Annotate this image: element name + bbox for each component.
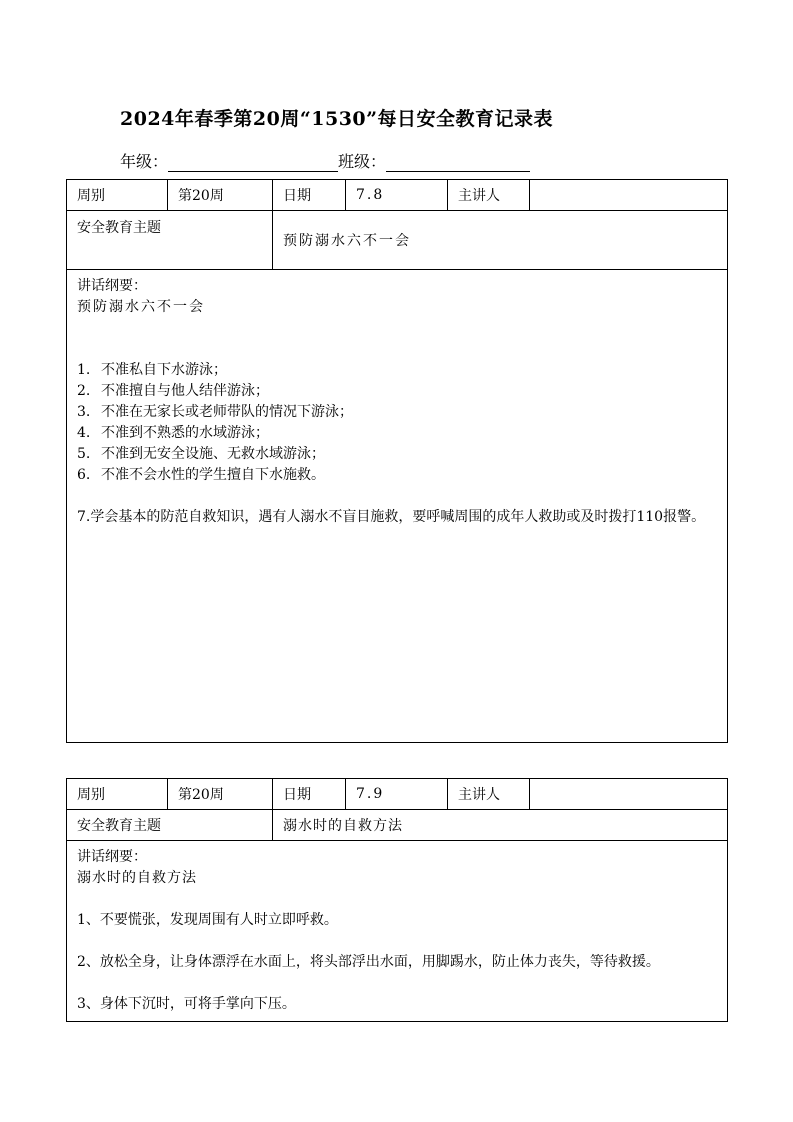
outline-subtitle: 溺水时的自救方法 (77, 870, 197, 886)
class-label: 班级： (338, 152, 387, 171)
topic-label: 安全教育主题 (67, 810, 273, 841)
topic-value: 溺水时的自救方法 (273, 810, 728, 841)
week-value: 第20周 (168, 779, 273, 810)
list-item: 2. 不准擅自与他人结伴游泳； (77, 383, 269, 399)
record-table-2 (66, 778, 728, 1022)
speaker-label: 主讲人 (448, 180, 530, 211)
topic-value: 预防溺水六不一会 (273, 211, 728, 270)
outline-cell (67, 841, 728, 1022)
speaker-value[interactable] (530, 180, 728, 211)
grade-class-line (120, 149, 530, 172)
paragraph: 3、身体下沉时，可将手掌向下压。 (77, 996, 296, 1012)
date-label: 日期 (273, 779, 346, 810)
list-item: 1. 不准私自下水游泳； (77, 362, 227, 378)
date-label: 日期 (273, 180, 346, 211)
outline-label: 讲话纲要： (77, 278, 147, 294)
class-field[interactable] (386, 153, 530, 172)
list-item: 3. 不准在无家长或老师带队的情况下游泳； (77, 404, 353, 420)
list-item: 4. 不准到不熟悉的水域游泳； (77, 425, 269, 441)
date-value: 7.9 (346, 779, 448, 810)
topic-label: 安全教育主题 (67, 211, 273, 270)
rules-list (77, 360, 717, 486)
list-item: 5. 不准到无安全设施、无救水域游泳； (77, 446, 325, 462)
grade-field[interactable] (168, 153, 338, 172)
outline-subtitle: 预防溺水六不一会 (77, 299, 205, 315)
extra-note: 7.学会基本的防范自救知识，遇有人溺水不盲目施救，要呼喊周围的成年人救助或及时拨打110报警。 (77, 509, 706, 525)
week-label: 周别 (67, 779, 168, 810)
speaker-label: 主讲人 (448, 779, 530, 810)
paragraph: 1、不要慌张，发现周围有人时立即呼救。 (77, 912, 338, 928)
outline-cell (67, 270, 728, 743)
speaker-value[interactable] (530, 779, 728, 810)
date-value: 7.8 (346, 180, 448, 211)
week-label: 周别 (67, 180, 168, 211)
page-title: 2024年春季第20周“1530”每日安全教育记录表 (120, 108, 554, 130)
list-item: 6. 不准不会水性的学生擅自下水施救。 (77, 467, 325, 483)
grade-label: 年级： (120, 152, 169, 171)
paragraph: 2、放松全身，让身体漂浮在水面上，将头部浮出水面，用脚踢水，防止体力丧失，等待救援。 (77, 954, 660, 970)
outline-label: 讲话纲要： (77, 849, 147, 865)
record-table-1 (66, 179, 728, 743)
week-value: 第20周 (168, 180, 273, 211)
